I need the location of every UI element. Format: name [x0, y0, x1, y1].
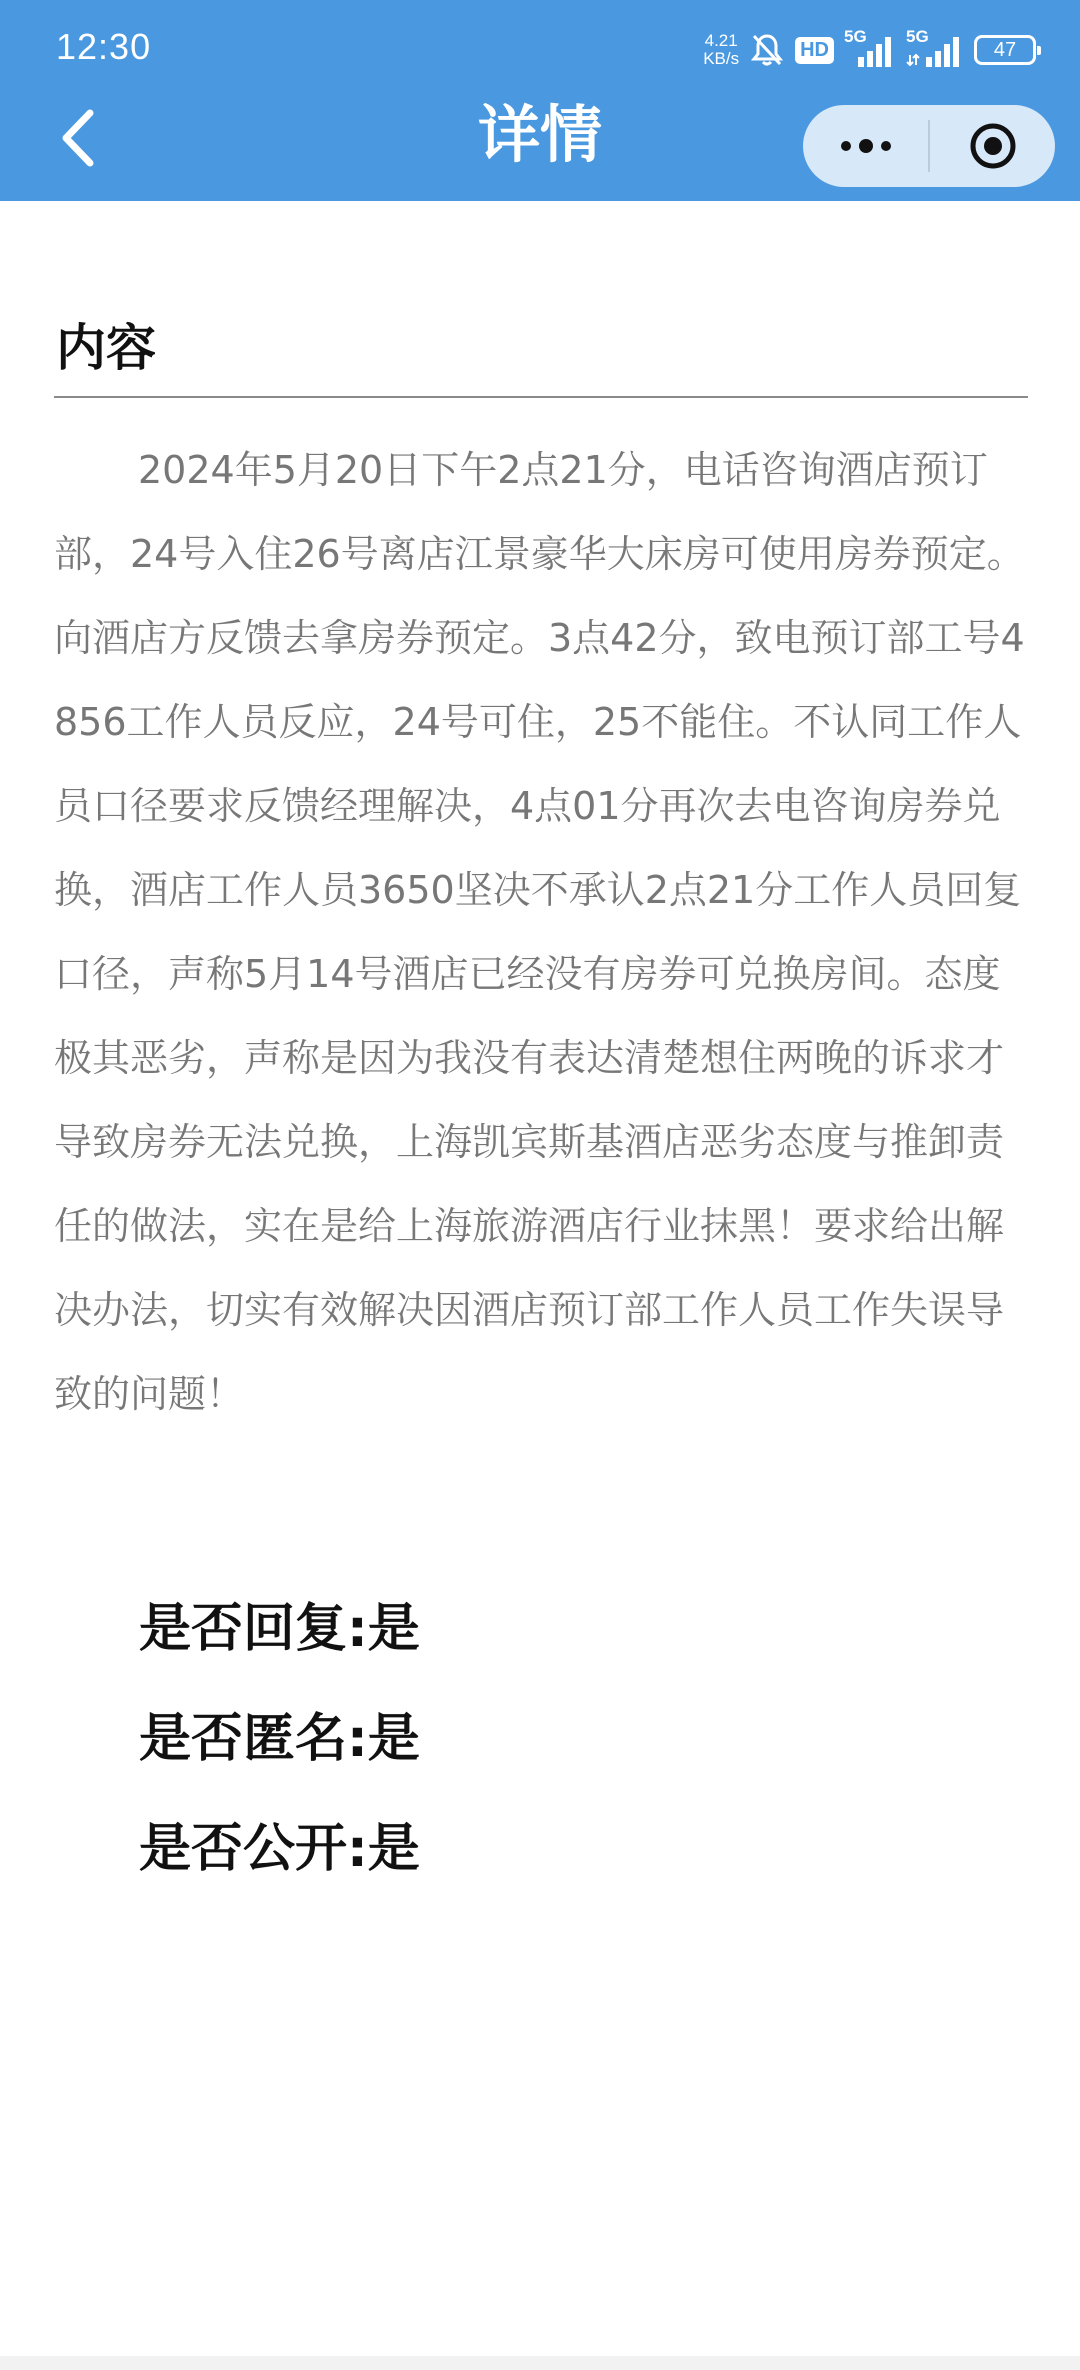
public-status: 是否公开:是: [139, 1819, 420, 1879]
signal-bars-icon: [844, 31, 896, 69]
signal-bars-icon: [906, 31, 964, 69]
hd-badge: HD: [795, 37, 834, 64]
more-dots-icon: [836, 136, 896, 156]
section-title: 内容: [56, 319, 156, 377]
section-divider: [54, 396, 1028, 398]
content-body: 2024年5月20日下午2点21分，电话咨询酒店预订部，24号入住26号离店江景豪华大床房可使用房券预定。向酒店方反馈去拿房券预定。3点42分，致电预订部工号4856工作人员反应，24号可住，25不能住。不认同工作人员口径要求反馈经理解决，4点01分再次去电咨询房券兑换，酒店工作人员3650坚决不承认2点21分工作人员回复口径，声称5月14号酒店已经没有房券可兑换房间。态度极其恶劣，声称是因为我没有表达清楚想住两晚的诉求才导致房券无法兑换，上海凯宾斯基酒店恶劣态度与推卸责任的做法，实在是给上海旅游酒店行业抹黑！要求给出解决办法，切实有效解决因酒店预订部工作人员工作失误导致的问题！: [54, 448, 1025, 1416]
bell-off-icon: [749, 32, 785, 68]
network-speed-value: 4.21: [704, 31, 738, 50]
nav-bar: [0, 95, 1080, 201]
status-icons: [703, 28, 1036, 72]
reply-status: 是否回复:是: [139, 1599, 420, 1659]
close-button[interactable]: [930, 105, 1055, 187]
battery-icon: [974, 35, 1036, 65]
network-speed: [703, 32, 739, 68]
battery-level: 47: [993, 38, 1017, 61]
more-button[interactable]: [803, 105, 928, 187]
signal-2: [906, 27, 964, 69]
anonymous-status: 是否匿名:是: [139, 1709, 420, 1769]
network-speed-unit: KB/s: [703, 49, 740, 68]
page-title: 详情: [477, 98, 602, 171]
status-bar: [0, 0, 1080, 95]
target-circle-icon: [968, 121, 1018, 171]
mini-program-capsule: [803, 105, 1055, 187]
signal-1-label: 5G: [844, 27, 867, 46]
bottom-strip: [0, 2356, 1080, 2370]
status-time: 12:30: [56, 26, 152, 67]
signal-1: [844, 27, 896, 69]
signal-2-label: 5G: [906, 27, 929, 46]
app-header: [0, 0, 1080, 201]
